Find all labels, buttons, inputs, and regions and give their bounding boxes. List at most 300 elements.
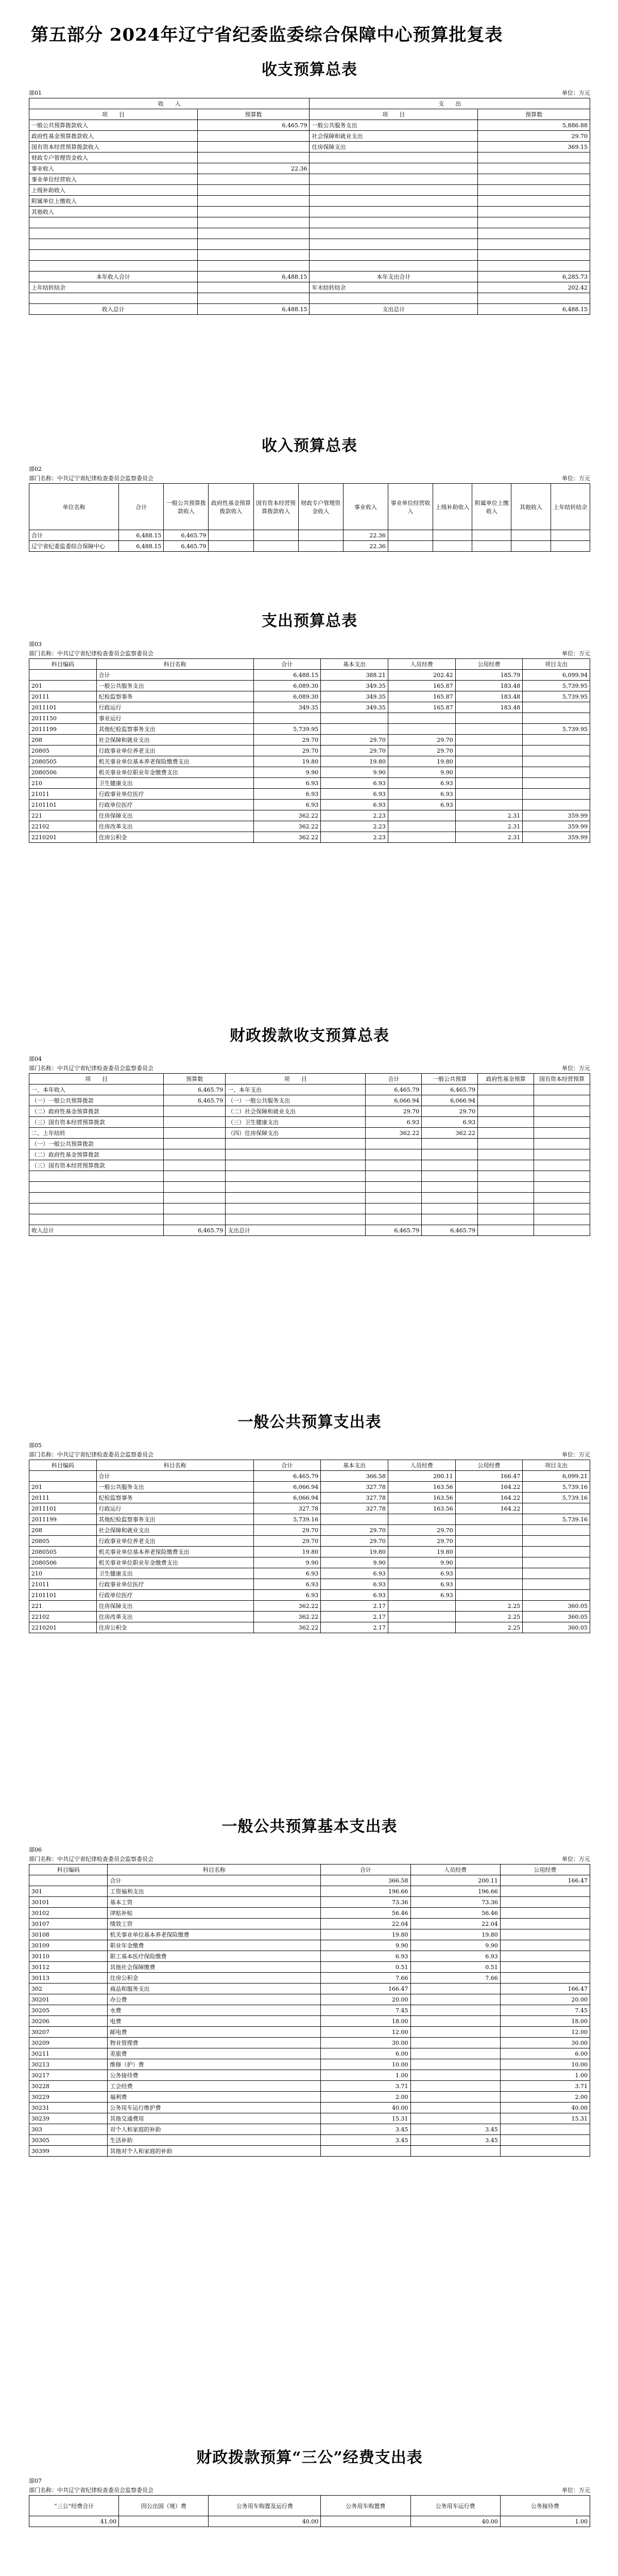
table-row [29,2092,590,2103]
section-title: 财政拨款收支预算总表 [230,1027,389,1045]
table-row [29,1962,590,1973]
table-cell: 2011199 [29,724,97,735]
table-cell: 362.22 [253,832,321,843]
table-row [29,1503,590,1514]
table-cell [422,1139,478,1149]
table-cell: 9.90 [321,1557,388,1568]
table-cell: 职业年金缴费 [108,1940,321,1951]
table-header-row [29,109,590,120]
header-cell: 上年结转结余 [551,484,590,530]
header-cell: 公务接待费 [500,2496,590,2516]
table-cell: 2.25 [455,1601,523,1612]
table-cell: 维修（护）费 [108,2059,321,2070]
table-cell: 住房保障支出 [96,1601,253,1612]
table-cell [478,1182,534,1193]
header-cell: 公用经费 [455,1460,523,1471]
table-cell: 社会保障和就业支出 [96,1525,253,1536]
table-cell: 9.90 [321,1940,410,1951]
table-cell: 9.90 [321,767,388,778]
table-cell [455,1568,523,1579]
table-cell: 行政单位医疗 [96,800,253,810]
table-cell: 166.47 [321,1984,410,1994]
table-cell: 2.17 [321,1601,388,1612]
table-cell: 221 [29,810,97,821]
table-cell: 19.80 [253,1547,321,1557]
table-row [29,2124,590,2135]
table-code: 部04 [29,1056,42,1062]
table-cell [310,174,478,185]
table-cell: 183.48 [455,681,523,691]
header-cell: 人员经费 [388,659,455,670]
table-cell: 物业管理费 [108,2038,321,2048]
table-cell: 2011101 [29,702,97,713]
table-cell: 41.00 [29,2516,119,2527]
table-cell [410,2016,500,2027]
table-cell: 6,465.79 [164,1084,226,1095]
table-cell: 327.78 [321,1503,388,1514]
table-cell [422,1171,478,1182]
table-cell [433,541,472,552]
table-cell: 2080505 [29,756,97,767]
table-row [29,670,590,681]
table-row [29,1919,590,1929]
table-row [29,1547,590,1557]
table-cell [478,152,590,163]
table-cell: 6,465.79 [366,1084,422,1095]
table-cell [472,541,511,552]
table-meta [29,649,590,657]
table-cell [366,1214,422,1225]
table-cell [388,724,455,735]
table-cell: 30201 [29,1994,108,2005]
table-cell [534,1193,590,1204]
table-body [29,530,590,552]
table-cell: 359.99 [523,832,590,843]
table-cell: 2210201 [29,832,97,843]
table-row [29,1171,590,1182]
table-cell [455,756,523,767]
table-cell [253,530,298,541]
table-cell [410,2070,500,2081]
table-cell [410,2146,500,2157]
table-cell: 29.70 [388,1525,455,1536]
table-cell: 6,465.79 [422,1225,478,1236]
table-cell [310,185,478,196]
table-cell [534,1182,590,1193]
table-cell [523,1590,590,1601]
table-row [29,2005,590,2016]
table-code: 部05 [29,1442,42,1449]
table-cell [410,1984,500,1994]
table-cell: 210 [29,1568,97,1579]
table-cell: 12.00 [321,2027,410,2038]
table-cell: 6,465.79 [164,530,209,541]
table-cell [197,131,310,142]
table-cell: 6.93 [253,800,321,810]
fiscal-summary-table [29,1073,590,1236]
table-cell: 住房公积金 [96,832,253,843]
table-cell: 6,066.94 [366,1095,422,1106]
table-cell [366,1171,422,1182]
header-cell: 项目支出 [523,1460,590,1471]
general-basic-expense-table [29,1864,590,2157]
table-row [29,800,590,810]
table-row [29,1225,590,1236]
table-row [29,821,590,832]
table-cell: 30110 [29,1951,108,1962]
table-row [29,142,590,152]
header-cell: 合计 [119,484,164,530]
table-row [29,196,590,207]
table-cell: 362.22 [253,1612,321,1622]
general-expense-table [29,1460,590,1633]
table-cell: 合计 [108,1875,321,1886]
table-cell: 196.66 [410,1886,500,1897]
table-cell: 差旅费 [108,2048,321,2059]
table-cell: 40.00 [500,2103,590,2113]
table-cell: 上级补助收入 [29,185,198,196]
table-cell: 362.22 [253,1622,321,1633]
header-cell: 项 目 [310,109,478,120]
carry-value [197,282,310,293]
table-cell [310,196,478,207]
table-row [29,1929,590,1940]
table-cell [523,789,590,800]
table-cell [455,1525,523,1536]
table-row [29,2081,590,2092]
table-cell [500,2135,590,2146]
table-cell [410,2103,500,2113]
table-unit-name: 部门名称：中共辽宁省纪律检查委员会监察委员会 [29,1856,153,1862]
table-cell [422,1204,478,1214]
table-meta [29,2477,590,2485]
table-cell [197,152,310,163]
table-row [29,1106,590,1117]
table-cell [478,185,590,196]
table-cell: 19.80 [321,756,388,767]
table-cell [388,1601,455,1612]
header-cell: 附属单位上缴收入 [472,484,511,530]
table-row [29,1590,590,1601]
table-cell: 6.93 [388,789,455,800]
table-cell: 卫生健康支出 [96,1568,253,1579]
table-cell: 349.35 [253,702,321,713]
table-cell: 6.93 [410,1951,500,1962]
table-cell [455,1547,523,1557]
table-row [29,1951,590,1962]
table-cell [422,1149,478,1160]
table-cell [29,1193,164,1204]
header-cell: 预算数 [164,1074,226,1084]
table-cell: 6,488.15 [119,530,164,541]
table-unit: 单位：万元 [562,650,590,657]
table-cell: 0.51 [410,1962,500,1973]
table-cell: 40.00 [410,2516,500,2527]
table-cell: 19.80 [253,756,321,767]
table-row [29,1908,590,1919]
table-cell: 29.70 [321,1525,388,1536]
table-cell [534,1095,590,1106]
sum-label: 支出总计 [310,304,478,315]
table-row [29,1095,590,1106]
table-cell: 30.00 [321,2038,410,2048]
table-row [29,1514,590,1525]
table-cell: 40.00 [209,2516,321,2527]
table-cell: 行政事业单位养老支出 [96,745,253,756]
table-cell [455,789,523,800]
table-unit-name: 部门名称：中共辽宁省纪律检查委员会监察委员会 [29,475,153,482]
table-cell [422,1182,478,1193]
table-cell: 合计 [96,670,253,681]
table-cell [388,1514,455,1525]
table-cell: 165.87 [388,702,455,713]
table-body [29,1471,590,1633]
table-row [29,1612,590,1622]
table-cell [500,1897,590,1908]
table-cell: 6.93 [253,789,321,800]
table-row [29,778,590,789]
section-title: 一般公共预算基本支出表 [221,1818,398,1836]
table-cell [523,702,590,713]
table-cell [321,724,388,735]
table-cell [455,800,523,810]
table-cell: 9.90 [410,1940,500,1951]
table-cell: 2.31 [455,810,523,821]
table-cell: 6.93 [321,1951,410,1962]
table-cell [422,1193,478,1204]
table-cell: 绩效工资 [108,1919,321,1929]
table-cell: 6,089.30 [253,681,321,691]
table-cell: 5,739.95 [523,724,590,735]
table-cell: 12.00 [500,2027,590,2038]
table-cell: 基本工资 [108,1897,321,1908]
table-cell [478,174,590,185]
table-cell: 164.22 [455,1482,523,1493]
table-cell: 20.00 [500,1994,590,2005]
three-public-table [29,2495,590,2527]
table-row [29,1149,590,1160]
income-summary-table [29,483,590,552]
table-cell [534,1106,590,1117]
table-cell: 5,739.95 [253,724,321,735]
header-cell: 项 目 [29,109,198,120]
table-cell: 29.70 [366,1106,422,1117]
header-cell: 合计 [253,659,321,670]
table-cell: 30239 [29,2113,108,2124]
table-cell: 5,739.16 [523,1482,590,1493]
table-cell [534,1160,590,1171]
table-cell: 183.48 [455,702,523,713]
table-cell: 7.45 [500,2005,590,2016]
table-unit: 单位：万元 [562,1856,590,1862]
table-cell: 1.00 [321,2070,410,2081]
table-cell: 3.71 [321,2081,410,2092]
table-cell [478,1095,534,1106]
table-cell: 2.25 [455,1612,523,1622]
table-cell: 20.00 [321,1994,410,2005]
total-row [29,272,590,282]
table-cell: 200.11 [410,1875,500,1886]
table-row [29,239,590,250]
table-cell: 22.36 [343,530,388,541]
table-cell [455,767,523,778]
table-cell: 机关事业单位基本养老保险缴费支出 [96,756,253,767]
table-row [29,1160,590,1171]
table-row [29,724,590,735]
table-cell: 6.93 [253,778,321,789]
table-cell: 30102 [29,1908,108,1919]
table-cell: 5,739.16 [523,1493,590,1503]
table-cell: 公务接待费 [108,2070,321,2081]
section-title: 收入预算总表 [262,437,357,455]
table-cell: 7.66 [410,1973,500,1984]
table-cell: 3.71 [500,2081,590,2092]
section-expense-summary [29,608,590,843]
table-cell [523,1579,590,1590]
table-row [29,1471,590,1482]
table-cell [366,1193,422,1204]
table-cell [388,810,455,821]
table-cell: 29.70 [253,1525,321,1536]
sum-value: 6,488.15 [478,304,590,315]
table-cell [164,1117,226,1128]
header-cell: 财政专户管理资金收入 [298,484,343,530]
table-cell: 362.22 [253,821,321,832]
table-cell: 其他社会保障缴费 [108,1962,321,1973]
table-cell [366,1204,422,1214]
header-cell: 公务用车购置及运行费 [209,2496,321,2516]
table-cell: 工资福利支出 [108,1886,321,1897]
table-cell [523,1557,590,1568]
header-cell: 项 目 [29,1074,164,1084]
table-header-row [29,1865,590,1875]
table-cell [366,1149,422,1160]
header-cell: 收 入 [29,98,310,109]
table-row [29,1193,590,1204]
table-cell [164,1106,226,1117]
table-cell [523,800,590,810]
table-meta [29,474,590,482]
table-cell: 辽宁省纪委监委综合保障中心 [29,541,119,552]
table-cell: 362.22 [366,1128,422,1139]
table-cell: 6.93 [253,1590,321,1601]
header-cell: 事业单位经营收入 [388,484,433,530]
table-cell [410,2027,500,2038]
table-cell: 6.00 [500,2048,590,2059]
table-cell: 2.31 [455,821,523,832]
header-cell: 合计 [253,1460,321,1471]
table-cell [197,174,310,185]
table-cell [164,1160,226,1171]
table-cell: 208 [29,735,97,745]
table-cell [523,745,590,756]
table-cell: （三）国有资本经营预算拨款 [29,1117,164,1128]
table-cell: 6.93 [321,789,388,800]
table-row [29,2135,590,2146]
table-cell: 生活补助 [108,2135,321,2146]
table-cell: 6.93 [388,1579,455,1590]
table-cell [388,832,455,843]
table-cell: 机关事业单位基本养老保险缴费支出 [96,1547,253,1557]
section-three-public [29,2445,590,2527]
table-row [29,1897,590,1908]
table-cell [455,1514,523,1525]
table-cell [422,1214,478,1225]
header-cell: 预算数 [478,109,590,120]
table-row [29,713,590,724]
table-cell: 一般公共服务支出 [310,120,478,131]
table-row [29,152,590,163]
table-cell: 301 [29,1886,108,1897]
table-cell: 29.70 [388,735,455,745]
table-cell: 22.04 [410,1919,500,1929]
table-code: 部06 [29,1846,42,1853]
table-cell: 201 [29,681,97,691]
table-row [29,1973,590,1984]
table-row [29,1984,590,1994]
table-cell: 10.00 [500,2059,590,2070]
table-meta [29,1845,590,1854]
table-cell [500,2146,590,2157]
table-cell: 201 [29,1482,97,1493]
table-row [29,1622,590,1633]
table-row [29,1084,590,1095]
table-cell: （三）国有资本经营预算拨款 [29,1160,164,1171]
table-cell: 国有资本经营预算拨款收入 [29,142,198,152]
header-cell: 科目编码 [29,659,97,670]
table-cell: （三）卫生健康支出 [226,1117,366,1128]
table-cell [478,1193,534,1204]
section-title: 支出预算总表 [262,612,357,630]
table-cell [422,1160,478,1171]
header-cell: 人员经费 [388,1460,455,1471]
table-cell: 29.70 [388,1536,455,1547]
table-row [29,1204,590,1214]
table-cell [29,1875,108,1886]
end-label: 年末结转结余 [310,282,478,293]
table-row [29,1139,590,1149]
table-cell: 其他交通费用 [108,2113,321,2124]
table-cell [298,541,343,552]
sum-value: 6,488.15 [197,304,310,315]
table-cell: 327.78 [321,1493,388,1503]
table-cell: 22.04 [321,1919,410,1929]
sum-label: 收入总计 [29,304,198,315]
table-header-row [29,1074,590,1084]
table-cell: 附属单位上缴收入 [29,196,198,207]
section-income-summary [29,433,590,552]
table-cell: 政府性基金预算拨款收入 [29,131,198,142]
table-cell [310,207,478,217]
table-cell: 机关事业单位基本养老保险缴费 [108,1929,321,1940]
table-cell [534,1084,590,1095]
table-cell: 支出总计 [226,1225,366,1236]
table-code: 部01 [29,90,42,96]
table-cell [298,530,343,541]
table-cell: 卫生健康支出 [96,778,253,789]
table-cell: 166.47 [500,1984,590,1994]
table-row [29,756,590,767]
table-cell: 水费 [108,2005,321,2016]
table-cell: 19.80 [410,1929,500,1940]
table-cell [226,1193,366,1204]
table-cell: 职工基本医疗保险缴费 [108,1951,321,1962]
table-cell [455,1536,523,1547]
table-cell [410,2038,500,2048]
table-cell: 行政运行 [96,702,253,713]
table-row [29,2048,590,2059]
table-code: 部03 [29,641,42,648]
